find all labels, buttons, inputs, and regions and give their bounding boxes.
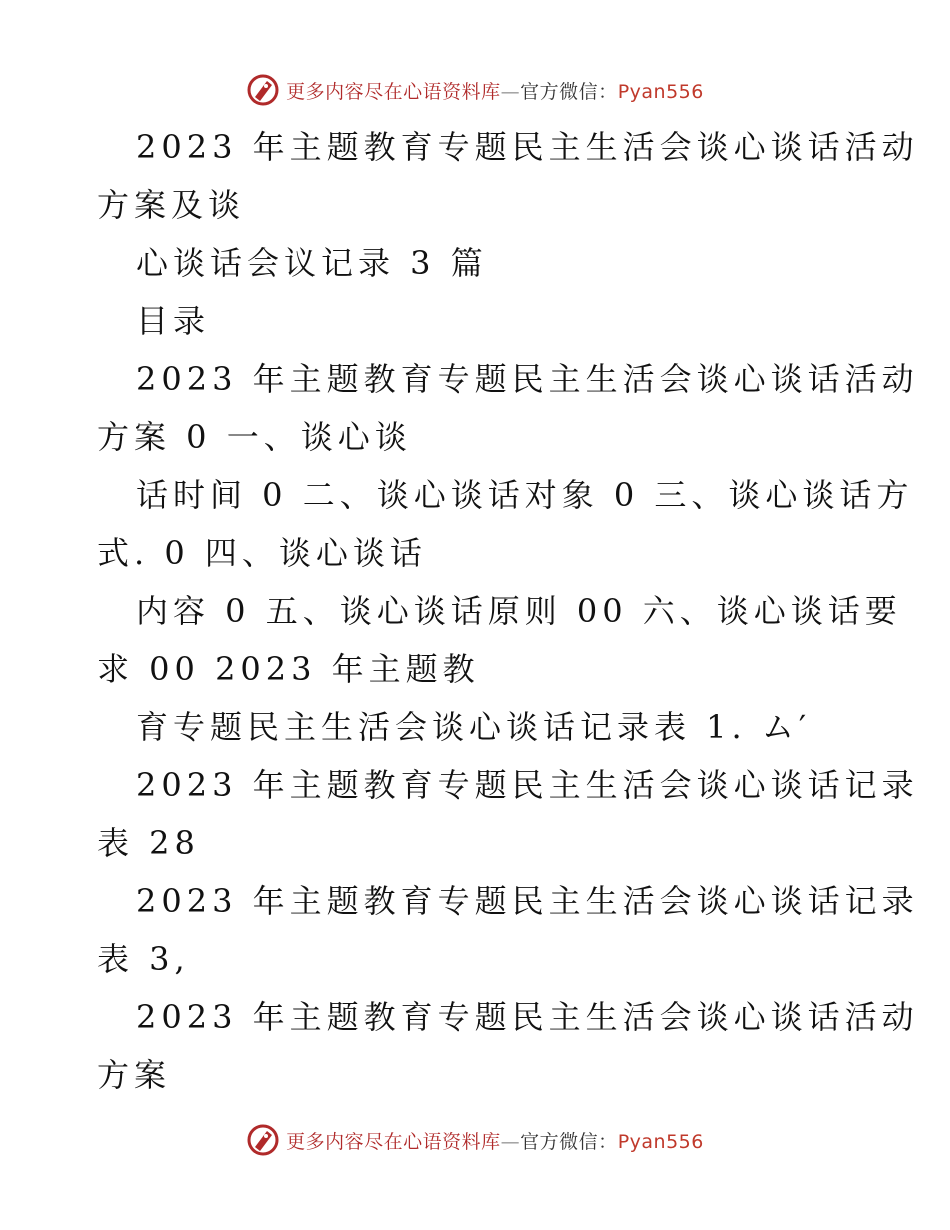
- text-line: 方案及谈: [97, 186, 246, 224]
- toc-line: 式. 0 四、谈心谈话: [97, 534, 427, 572]
- banner-wechat-id: Pyan556: [617, 80, 704, 103]
- pen-nib-logo-icon: [246, 1123, 280, 1157]
- toc-line: 求 00 2023 年主题教: [97, 650, 480, 688]
- banner-dash: —: [500, 80, 521, 103]
- toc-line: 2023 年主题教育专题民主生活会谈心谈话活动: [136, 360, 919, 398]
- banner-wechat-label: 官方微信：: [520, 80, 618, 103]
- text-line: 2023 年主题教育专题民主生活会谈心谈话活动: [136, 128, 919, 166]
- document-body: [0, 118, 950, 1104]
- toc-line: 表 28: [97, 824, 200, 862]
- toc-line: 2023 年主题教育专题民主生活会谈心谈话记录: [136, 766, 919, 804]
- banner-dash: —: [500, 1130, 521, 1153]
- banner-wechat-label: 官方微信：: [520, 1130, 618, 1153]
- section-heading-line: 方案: [97, 1056, 172, 1094]
- footer-banner: [0, 1120, 950, 1160]
- toc-line: 2023 年主题教育专题民主生活会谈心谈话记录: [136, 882, 919, 920]
- toc-line: 育专题民主生活会谈心谈话记录表 1. ム′: [136, 708, 812, 746]
- toc-line: 方案 0 一、谈心谈: [97, 418, 412, 456]
- header-banner: [0, 70, 950, 110]
- banner-wechat-id: Pyan556: [617, 1130, 704, 1153]
- toc-line: 表 3,: [97, 940, 190, 978]
- toc-line: 话时间 0 二、谈心谈话对象 0 三、谈心谈话方: [136, 476, 914, 514]
- banner-main-text: 更多内容尽在心语资料库: [286, 1130, 501, 1153]
- toc-heading: 目录: [136, 302, 211, 340]
- text-line: 心谈话会议记录 3 篇: [136, 244, 488, 282]
- banner-main-text: 更多内容尽在心语资料库: [286, 80, 501, 103]
- pen-nib-logo-icon: [246, 73, 280, 107]
- toc-line: 内容 0 五、谈心谈话原则 00 六、谈心谈话要: [136, 592, 902, 630]
- section-heading-line: 2023 年主题教育专题民主生活会谈心谈话活动: [136, 998, 919, 1036]
